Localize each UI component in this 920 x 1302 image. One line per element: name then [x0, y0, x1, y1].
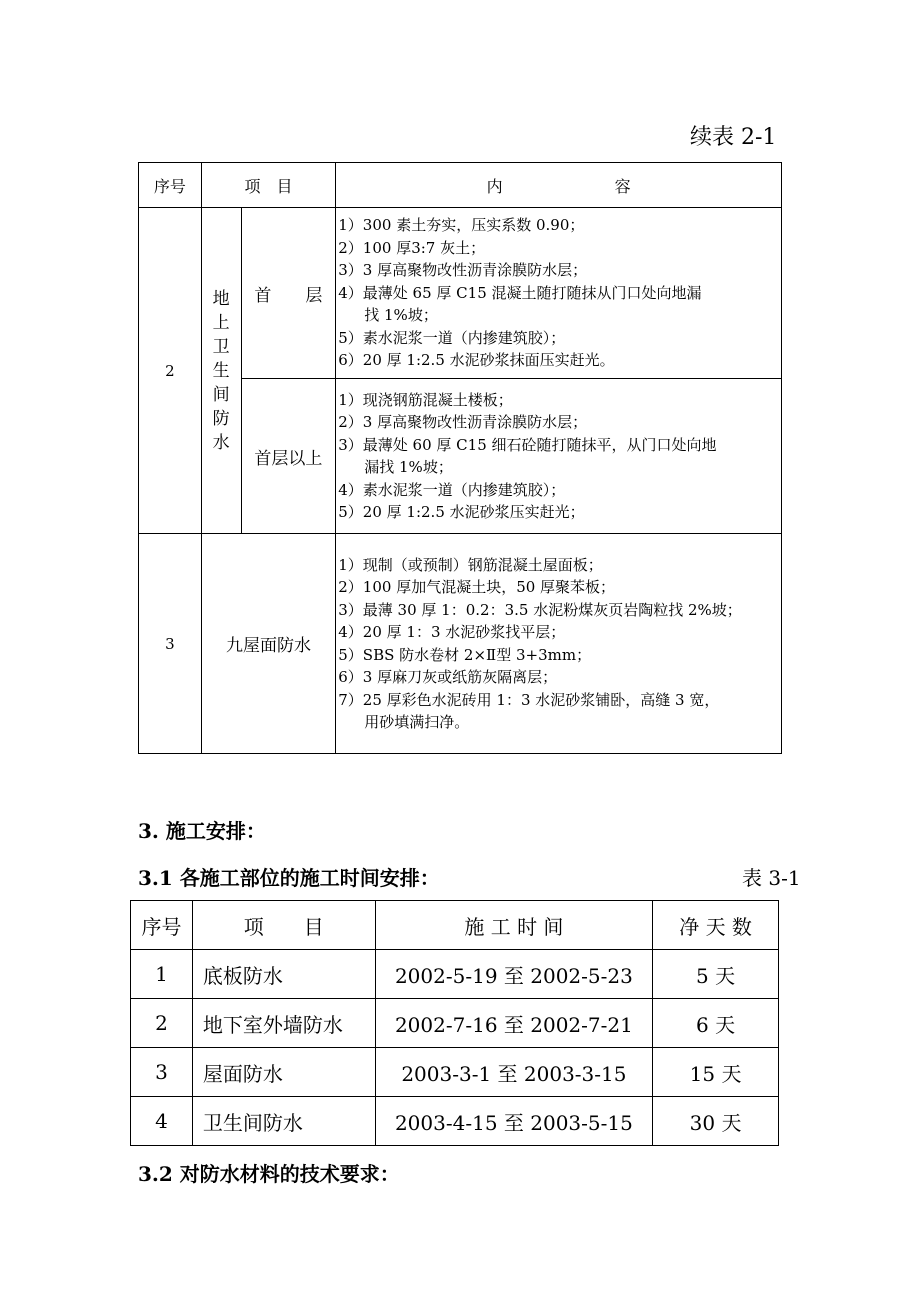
- cell-no: 4: [131, 1097, 193, 1146]
- table-row: [131, 1097, 779, 1146]
- table-header-row: [131, 901, 779, 950]
- continued-table-label: 续表 2-1: [690, 125, 777, 150]
- sub-item-label: 首层以上: [241, 379, 336, 534]
- content-list: 1）300 素土夯实，压实系数 0.90； 2）100 厚3:7 灰土； 3）3 厚高聚物改性沥青涂膜防水层； 4）最薄处 65 厚 C15 混凝土随打随抹从门口处向地漏 找 1%坡； 5）素水泥浆一道（内掺建筑胶）； 6）20 厚 1:2.5 水泥砂浆抹面压实赶光。: [336, 208, 782, 379]
- table-row: [131, 999, 779, 1048]
- cell-no: 2: [131, 999, 193, 1048]
- sub-item-label: 首 层: [241, 208, 336, 379]
- cell-item: 地下室外墙防水: [192, 999, 375, 1048]
- cell-no: 1: [131, 950, 193, 999]
- category-vertical-text: 地 上 卫 生 间 防 水: [212, 288, 230, 453]
- section-3-heading: 3. 施工安排：: [138, 819, 266, 843]
- cell-days: 30 天: [653, 1097, 779, 1146]
- header-time: 施 工 时 间: [375, 901, 653, 950]
- cell-item: 屋面防水: [192, 1048, 375, 1097]
- row-no: 3: [139, 534, 202, 754]
- cell-days: 6 天: [653, 999, 779, 1048]
- content-list: 1）现制（或预制）钢筋混凝土屋面板； 2）100 厚加气混凝土块，50 厚聚苯板； 3）最薄 30 厚 1：0.2：3.5 水泥粉煤灰页岩陶粒找 2%坡； 4）20 厚 1：3 水泥砂浆找平层； 5）SBS 防水卷材 2×Ⅱ型 3+3mm； 6）3 厚麻刀灰或纸筋灰隔离层； 7）25 厚彩色水泥砖用 1：3 水泥砂浆铺卧，高缝 3 宽， 用砂填满扫净。: [336, 534, 782, 754]
- cell-days: 5 天: [653, 950, 779, 999]
- header-item: 项 目: [192, 901, 375, 950]
- category-cell: [201, 208, 241, 534]
- cell-time: 2002-7-16 至 2002-7-21: [375, 999, 653, 1048]
- table-row: [139, 534, 782, 754]
- cell-item: 底板防水: [192, 950, 375, 999]
- content-list: 1）现浇钢筋混凝土楼板； 2）3 厚高聚物改性沥青涂膜防水层； 3）最薄处 60 厚 C15 细石砼随打随抹平，从门口处向地 漏找 1%坡； 4）素水泥浆一道（内掺建筑胶）； 5）20 厚 1:2.5 水泥砂浆压实赶光；: [336, 379, 782, 534]
- cell-days: 15 天: [653, 1048, 779, 1097]
- cell-time: 2003-3-1 至 2003-3-15: [375, 1048, 653, 1097]
- table-header-row: [139, 163, 782, 208]
- schedule-table: [130, 900, 779, 1146]
- cell-no: 3: [131, 1048, 193, 1097]
- waterproof-spec-table: [138, 162, 782, 754]
- table-row: [139, 208, 782, 379]
- cell-time: 2002-5-19 至 2002-5-23: [375, 950, 653, 999]
- section-3-1-heading: 3.1 各施工部位的施工时间安排：: [138, 866, 440, 890]
- table-row: [131, 950, 779, 999]
- header-no: 序号: [131, 901, 193, 950]
- header-no: 序号: [139, 163, 202, 208]
- header-content: 内 容: [336, 163, 782, 208]
- cell-item: 卫生间防水: [192, 1097, 375, 1146]
- header-days: 净 天 数: [653, 901, 779, 950]
- row-no: 2: [139, 208, 202, 534]
- cell-time: 2003-4-15 至 2003-5-15: [375, 1097, 653, 1146]
- table-3-1-label: 表 3-1: [742, 866, 801, 890]
- header-item: 项 目: [201, 163, 336, 208]
- section-3-2-heading: 3.2 对防水材料的技术要求：: [138, 1162, 400, 1186]
- table-row: [131, 1048, 779, 1097]
- item-label: 九屋面防水: [201, 534, 336, 754]
